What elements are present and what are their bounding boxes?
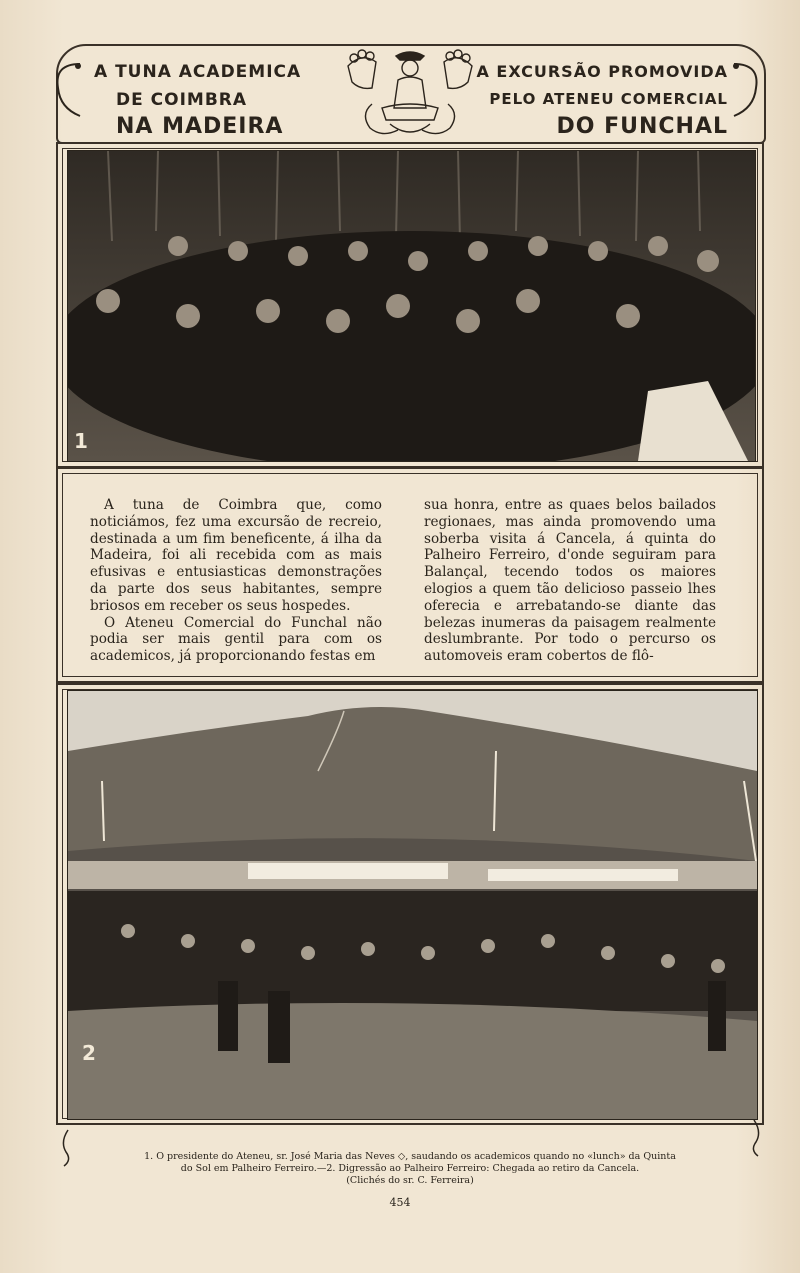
header-right-line3: DO FUNCHAL (556, 114, 728, 139)
right-scroll-ornament-icon (728, 60, 764, 120)
article-column-left (90, 497, 382, 665)
caption-line-3: (Clichés do sr. C. Ferreira) (346, 1175, 474, 1186)
article-paragraph: O Ateneu Comercial do Funchal não podia ser mais gentil para com os academicos, já proporcionando festas em (90, 614, 382, 665)
caption-line-2: do Sol em Palheiro Ferreiro.—2. Digressão ao Palheiro Ferreiro: Chegada ao retiro da Cancela. (180, 1163, 640, 1174)
hillside-gathering-photo-2 (67, 690, 758, 1120)
figure-emblem-icon (342, 48, 478, 140)
right-flourish-icon (748, 1118, 764, 1158)
header-left-line3: NA MADEIRA (116, 114, 284, 139)
left-scroll-ornament-icon (50, 60, 86, 120)
header-right-line2: PELO ATENEU COMERCIAL (489, 90, 728, 108)
page-number: 454 (389, 1196, 411, 1209)
header-left-line1: A TUNA ACADEMICA (94, 62, 302, 82)
photo-2-number: 2 (82, 1041, 96, 1065)
crowd-photo-1 (67, 150, 756, 462)
article-column-right (424, 497, 716, 665)
header-left-line2: DE COIMBRA (116, 90, 248, 110)
caption-line-1: 1. O presidente do Ateneu, sr. José Maria das Neves ◇, saudando os academicos quando no «lunch» da Quinta (144, 1151, 676, 1162)
left-flourish-icon (58, 1128, 74, 1168)
header-right-line1: A EXCURSÃO PROMOVIDA (476, 62, 728, 81)
article-text-frame (56, 467, 764, 683)
article-paragraph: sua honra, entre as quaes belos bailados regionaes, mas ainda promovendo uma soberba visita á Cancela, á quinta do Palheiro Ferreiro, d'onde seguiram para Balançal, tecendo todos os maiores elogios a quem tão delicioso passeio lhes oferecia e arrebatando-se diante das belezas inumeras da paisagem realmente deslumbrante. Por todo o percurso os automoveis eram cobertos de flô- (424, 497, 716, 665)
article-paragraph: A tuna de Coimbra que, como noticiámos, fez uma excursão de recreio, destinada a um fim beneficente, á ilha da Madeira, foi ali recebida com as mais efusivas e entusiasticas demonstrações da parte dos seus habitantes, sempre briosos em receber os seus hospedes. (90, 497, 382, 614)
photo-caption (110, 1151, 710, 1187)
header-banner (56, 44, 766, 144)
photo-1-number: 1 (74, 429, 88, 453)
